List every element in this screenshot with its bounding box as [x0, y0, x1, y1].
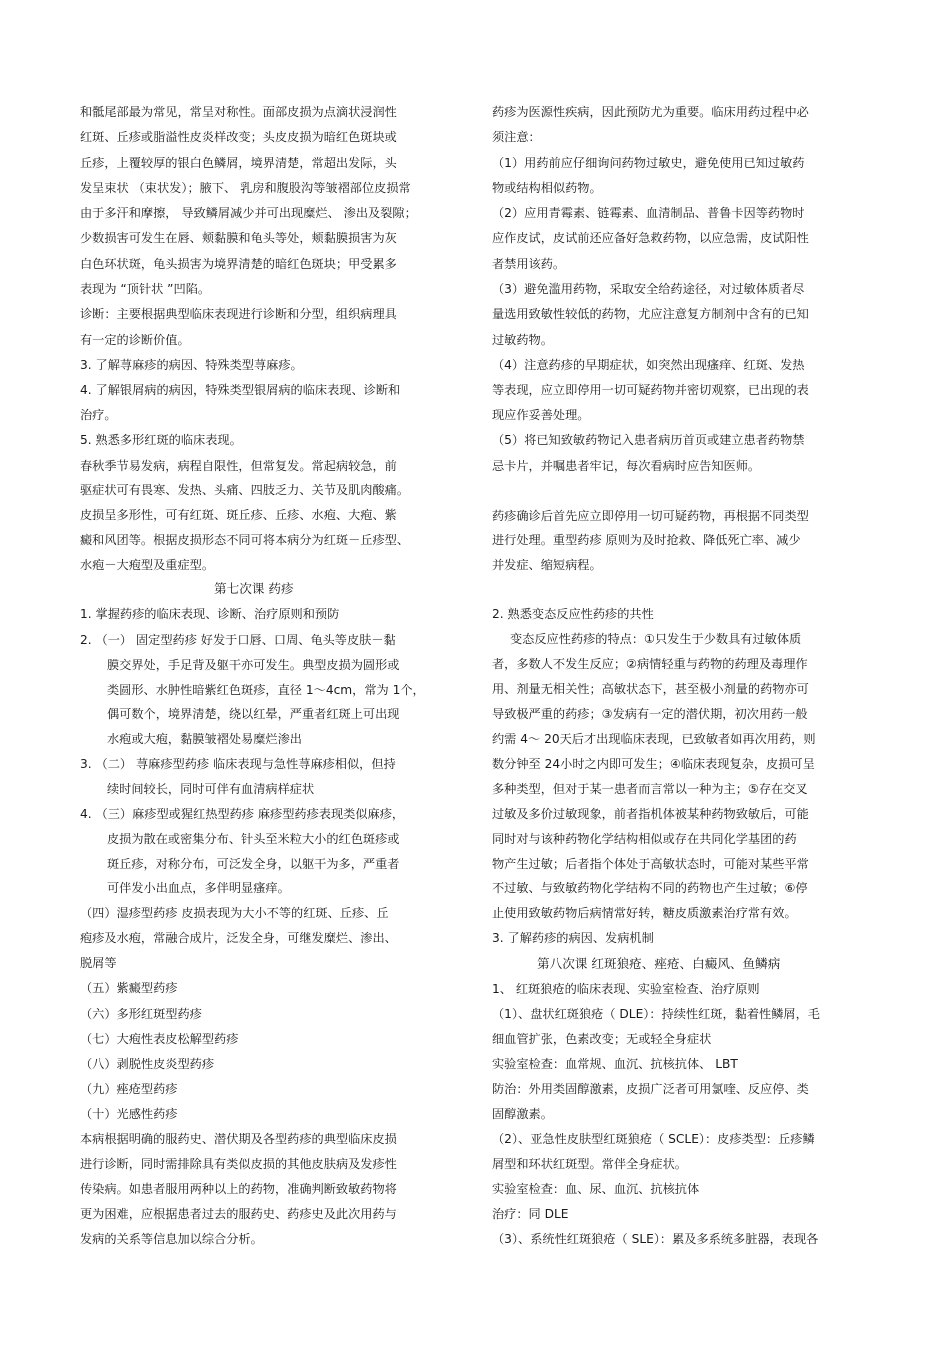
text-line: （五）紫癜型药疹 — [80, 981, 178, 995]
text-line: 白色环状斑，龟头损害为境界清楚的暗红色斑块；甲受累多 — [80, 257, 397, 271]
text-line: 和骶尾部最为常见，常呈对称性。面部皮损为点滴状浸润性 — [80, 105, 397, 119]
text-line: 者，多数人不发生反应；②病情轻重与药物的药理及毒理作 — [492, 657, 808, 671]
text-line: 须注意： — [492, 130, 541, 144]
text-line: （四）湿疹型药疹 皮损表现为大小不等的红斑、丘疹、丘 — [80, 906, 389, 920]
text-line: （2）、亚急性皮肤型红斑狼疮（ SCLE）：皮疹类型：丘疹鳞 — [492, 1132, 815, 1146]
text-line: 1、 红斑狼疮的临床表现、实验室检查、治疗原则 — [492, 982, 760, 996]
text-line: 传染病。如患者服用两种以上的药物，准确判断致敏药物将 — [80, 1182, 397, 1196]
text-line: 偶可数个，境界清楚，绕以红晕，严重者红斑上可出现 — [107, 707, 400, 721]
text-line: 变态反应性药疹的特点：①只发生于少数具有过敏体质 — [510, 632, 802, 646]
text-line: 可伴发小出血点，多伴明显瘙痒。 — [107, 881, 290, 895]
text-line: 本病根据明确的服药史、潜伏期及各型药疹的典型临床皮损 — [80, 1132, 397, 1146]
text-line: 应作皮试，皮试前还应备好急救药物，以应急需，皮试阳性 — [492, 231, 809, 245]
text-line: （十）光感性药疹 — [80, 1107, 178, 1121]
text-line: （5）将已知致敏药物记入患者病历首页或建立患者药物禁 — [492, 433, 805, 447]
text-line: 同时对与该种药物化学结构相似或存在共同化学基团的药 — [492, 832, 797, 846]
text-line: 用、剂量无相关性；高敏状态下，甚至极小剂量的药物亦可 — [492, 682, 809, 696]
text-line: 续时间较长，同时可伴有血清病样症状 — [107, 782, 315, 796]
text-line: 过敏药物。 — [492, 333, 553, 347]
text-line: 现应作妥善处理。 — [492, 408, 590, 422]
text-line: 忌卡片，并嘱患者牢记，每次看病时应告知医师。 — [492, 459, 761, 473]
text-line: 细血管扩张，色素改变；无或轻全身症状 — [492, 1032, 712, 1046]
text-line: 类圆形、水肿性暗紫红色斑疹，直径 1～4cm，常为 1个， — [107, 683, 425, 697]
text-line: 实验室检查：血、尿、血沉、抗核抗体 — [492, 1182, 700, 1196]
text-line: 治疗。 — [80, 408, 117, 422]
text-line: 物产生过敏；后者指个体处于高敏状态时，可能对某些平常 — [492, 857, 809, 871]
text-line: 皮损为散在或密集分布、针头至米粒大小的红色斑疹或 — [107, 832, 400, 846]
text-line: 驱症状可有畏寒、发热、头痛、四肢乏力、关节及肌肉酸痛。 — [80, 483, 410, 497]
text-line: （1）、盘状红斑狼疮（ DLE）：持续性红斑，黏着性鳞屑，毛 — [492, 1007, 820, 1021]
text-line: （4）注意药疹的早期症状，如突然出现瘙痒、红斑、发热 — [492, 358, 805, 372]
text-line: （六）多形红斑型药疹 — [80, 1007, 202, 1021]
text-line: （3）、系统性红斑狼疮（ SLE）：累及多系统多脏器，表现各 — [492, 1232, 819, 1246]
section-heading: 第八次课 红斑狼疮、痤疮、白癜风、鱼鳞病 — [537, 956, 781, 971]
text-line: （九）痤疮型药疹 — [80, 1082, 178, 1096]
text-line: （3）避免滥用药物，采取安全给药途径，对过敏体质者尽 — [492, 282, 805, 296]
text-line: 4. 了解银屑病的病因，特殊类型银屑病的临床表现、诊断和 — [80, 383, 401, 397]
text-line: 3. （二） 荨麻疹型药疹 临床表现与急性荨麻疹相似，但持 — [80, 757, 396, 771]
text-line: 发呈束状 （束状发）；腋下、 乳房和腹股沟等皱褶部位皮损常 — [80, 181, 411, 195]
text-line: 者禁用该药。 — [492, 257, 566, 271]
text-line: 数分钟至 24小时之内即可发生；④临床表现复杂，皮损可呈 — [492, 757, 815, 771]
text-line: 不过敏、与致敏药物化学结构不同的药物也产生过敏；⑥停 — [492, 881, 808, 895]
text-line: 2. （一） 固定型药疹 好发于口唇、口周、龟头等皮肤－黏 — [80, 633, 396, 647]
text-line: 约需 4～ 20天后才出现临床表现，已致敏者如再次用药，则 — [492, 732, 816, 746]
text-line: 春秋季节易发病，病程自限性，但常复发。常起病较急，前 — [80, 459, 397, 473]
text-line: 有一定的诊断价值。 — [80, 333, 190, 347]
text-line: 癜和风团等。根据皮损形态不同可将本病分为红斑－丘疹型、 — [80, 533, 410, 547]
text-line: （2）应用青霉素、链霉素、血清制品、普鲁卡因等药物时 — [492, 206, 805, 220]
text-line: 丘疹，上覆较厚的银白色鳞屑，境界清楚，常超出发际，头 — [80, 156, 397, 170]
text-line: 少数损害可发生在唇、颊黏膜和龟头等处，颊黏膜损害为灰 — [80, 231, 397, 245]
text-line: 4. （三）麻疹型或猩红热型药疹 麻疹型药疹表现类似麻疹， — [80, 807, 405, 821]
text-line: 多种类型，但对于某一患者而言常以一种为主；⑤存在交叉 — [492, 782, 808, 796]
text-line: 过敏及多价过敏现象，前者指机体被某种药物致敏后，可能 — [492, 807, 809, 821]
text-line: 导致极严重的药疹；③发病有一定的潜伏期，初次用药一般 — [492, 707, 808, 721]
text-line: 治疗：同 DLE — [492, 1207, 569, 1221]
text-line: 脱屑等 — [80, 956, 117, 970]
text-line: 红斑、丘疹或脂溢性皮炎样改变；头皮皮损为暗红色斑块或 — [80, 130, 397, 144]
text-line: 药疹为医源性疾病，因此预防尤为重要。临床用药过程中必 — [492, 105, 809, 119]
text-line: 3. 了解药疹的病因、发病机制 — [492, 931, 654, 945]
text-line: 膜交界处，手足背及躯干亦可发生。典型皮损为圆形或 — [107, 658, 400, 672]
text-line: （八）剥脱性皮炎型药疹 — [80, 1057, 215, 1071]
text-line: 5. 熟悉多形红斑的临床表现。 — [80, 433, 242, 447]
text-line: 量选用致敏性较低的药物，尤应注意复方制剂中含有的已知 — [492, 307, 809, 321]
text-line: 水疱或大疱，黏膜皱褶处易糜烂渗出 — [107, 732, 302, 746]
text-line: 发病的关系等信息加以综合分析。 — [80, 1232, 263, 1246]
text-line: 物或结构相似药物。 — [492, 181, 602, 195]
text-line: 药疹确诊后首先应立即停用一切可疑药物，再根据不同类型 — [492, 509, 809, 523]
text-line: 由于多汗和摩擦， 导致鳞屑减少并可出现糜烂、 渗出及裂隙； — [80, 206, 417, 220]
text-line: 更为困难，应根据患者过去的服药史、药疹史及此次用药与 — [80, 1207, 397, 1221]
text-line: 1. 掌握药疹的临床表现、诊断、治疗原则和预防 — [80, 607, 340, 621]
text-line: 斑丘疹，对称分布，可泛发全身，以躯干为多，严重者 — [107, 857, 400, 871]
text-line: 2. 熟悉变态反应性药疹的共性 — [492, 607, 654, 621]
text-line: 表现为 “顶针状 ”凹陷。 — [80, 282, 211, 296]
section-heading: 第七次课 药疹 — [214, 581, 294, 596]
text-line: 屑型和环状红斑型。常伴全身症状。 — [492, 1157, 687, 1171]
text-line: 防治：外用类固醇激素，皮损广泛者可用氯喹、反应停、类 — [492, 1082, 809, 1096]
text-line: 疱疹及水疱，常融合成片，泛发全身，可继发糜烂、渗出、 — [80, 931, 397, 945]
text-line: 并发症、缩短病程。 — [492, 558, 602, 572]
text-line: 实验室检查：血常规、血沉、抗核抗体、 LBT — [492, 1057, 738, 1071]
text-line: 固醇激素。 — [492, 1107, 553, 1121]
text-line: 3. 了解荨麻疹的病因、特殊类型荨麻疹。 — [80, 358, 303, 372]
text-line: 水疱－大疱型及重症型。 — [80, 558, 215, 572]
text-line: 进行诊断，同时需排除具有类似皮损的其他皮肤病及发疹性 — [80, 1157, 397, 1171]
text-line: 进行处理。重型药疹 原则为及时抢救、降低死亡率、减少 — [492, 533, 801, 547]
text-line: 诊断：主要根据典型临床表现进行诊断和分型，组织病理具 — [80, 307, 397, 321]
text-line: （1）用药前应仔细询问药物过敏史，避免使用已知过敏药 — [492, 156, 805, 170]
text-line: 皮损呈多形性，可有红斑、斑丘疹、丘疹、水疱、大疱、紫 — [80, 508, 397, 522]
text-line: （七）大疱性表皮松解型药疹 — [80, 1032, 239, 1046]
text-line: 止使用致敏药物后病情常好转，糖皮质激素治疗常有效。 — [492, 906, 797, 920]
text-line: 等表现，应立即停用一切可疑药物并密切观察，已出现的表 — [492, 383, 809, 397]
